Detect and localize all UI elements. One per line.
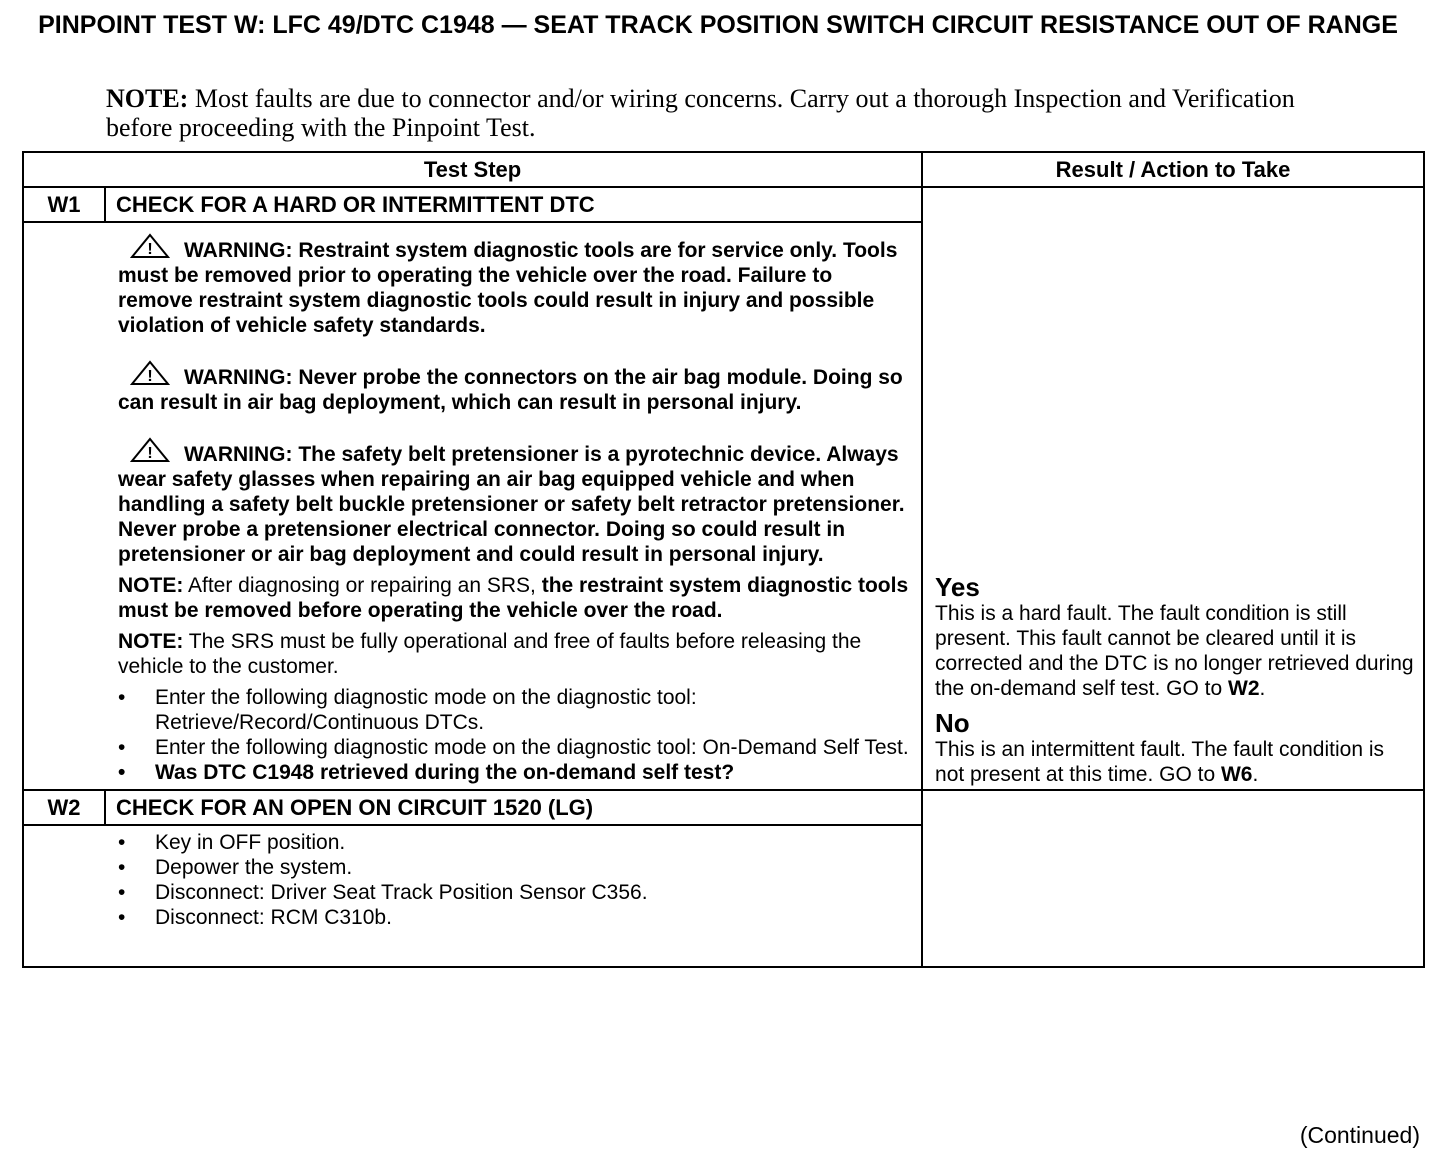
svg-text:!: ! — [147, 241, 153, 258]
step-w1-result — [922, 187, 1424, 790]
step-w2-body — [23, 825, 922, 967]
svg-text:!: ! — [147, 368, 153, 385]
goto-link: W2 — [1228, 677, 1260, 700]
warning: ! WARNING: The safety belt pretensioner is a pyrotechnic device. Always wear safety glasses when repairing an air bag equipped vehicle and when handling a safety belt buckle pretensioner or safety belt retractor pretensioner. Never probe a pretensioner electrical connector. Doing so could result in pretensioner or air bag deployment and could result in personal injury. — [118, 437, 909, 567]
step-w2-result — [922, 790, 1424, 967]
continued-label: (Continued) — [1299, 1122, 1420, 1148]
note: NOTE: The SRS must be fully operational and free of faults before releasing the vehicle to the customer. — [118, 630, 862, 678]
list-item: • Depower the system. — [118, 855, 909, 880]
warning: ! WARNING: Never probe the connectors on the air bag module. Doing so can result in air bag deployment, which can result in personal injury. — [118, 360, 909, 415]
goto-link: W6 — [1220, 763, 1253, 786]
step-w1-bullets — [118, 685, 909, 785]
pinpoint-table — [22, 151, 1425, 968]
note-text: Most faults are due to connector and/or wiring concerns. Carry out a thorough Inspection and Verification before proceeding with the Pinpoint Test. — [106, 84, 1295, 142]
no-action: This is an intermittent fault. The fault condition is not present at this time. GO to W6. — [935, 738, 1385, 786]
svg-text:!: ! — [147, 445, 153, 462]
yes-label: Yes — [935, 572, 980, 602]
warning-icon — [130, 233, 170, 259]
list-item: • Disconnect: RCM C310b. — [118, 905, 909, 930]
step-id: W2 — [23, 790, 105, 825]
header-row — [23, 152, 1424, 187]
warning: ! WARNING: Restraint system diagnostic tools are for service only. Tools must be removed prior to operating the vehicle over the road. Failure to remove restraint system diagnostic tools could result in injury and possible violation of vehicle safety standards. — [118, 233, 909, 338]
test-step-header: Test Step — [23, 152, 922, 187]
note-label: NOTE: — [106, 84, 189, 113]
intro-note — [106, 84, 1306, 142]
warning-icon — [130, 360, 170, 386]
list-item: • Enter the following diagnostic mode on the diagnostic tool: Retrieve/Record/Continuous DTCs. — [118, 685, 909, 735]
warning-icon — [130, 437, 170, 463]
note: NOTE: After diagnosing or repairing an SRS, the restraint system diagnostic tools must be removed before operating the vehicle over the road. — [118, 574, 909, 622]
step-id: W1 — [23, 187, 105, 222]
yes-action: This is a hard fault. The fault condition is still present. This fault cannot be cleared until it is corrected and the DTC is no longer retrieved during the on-demand self test. GO to W2. — [935, 602, 1414, 700]
list-item: • Key in OFF position. — [118, 830, 909, 855]
step-w1-body — [23, 222, 922, 790]
no-label: No — [935, 708, 970, 738]
list-item: • Disconnect: Driver Seat Track Position Sensor C356. — [118, 880, 909, 905]
page-title: PINPOINT TEST W: LFC 49/DTC C1948 — SEAT TRACK POSITION SWITCH CIRCUIT RESISTANCE OUT OF RANGE — [38, 11, 1398, 39]
list-item: • Enter the following diagnostic mode on the diagnostic tool: On-Demand Self Test. — [118, 735, 909, 760]
question: • Was DTC C1948 retrieved during the on-demand self test? — [118, 760, 909, 785]
step-name: CHECK FOR A HARD OR INTERMITTENT DTC — [105, 187, 922, 222]
step-name: CHECK FOR AN OPEN ON CIRCUIT 1520 (LG) — [105, 790, 922, 825]
result-header: Result / Action to Take — [922, 152, 1424, 187]
step-w2-title-row — [23, 790, 1424, 825]
step-w1-title-row — [23, 187, 1424, 222]
step-w2-bullets — [118, 830, 909, 930]
